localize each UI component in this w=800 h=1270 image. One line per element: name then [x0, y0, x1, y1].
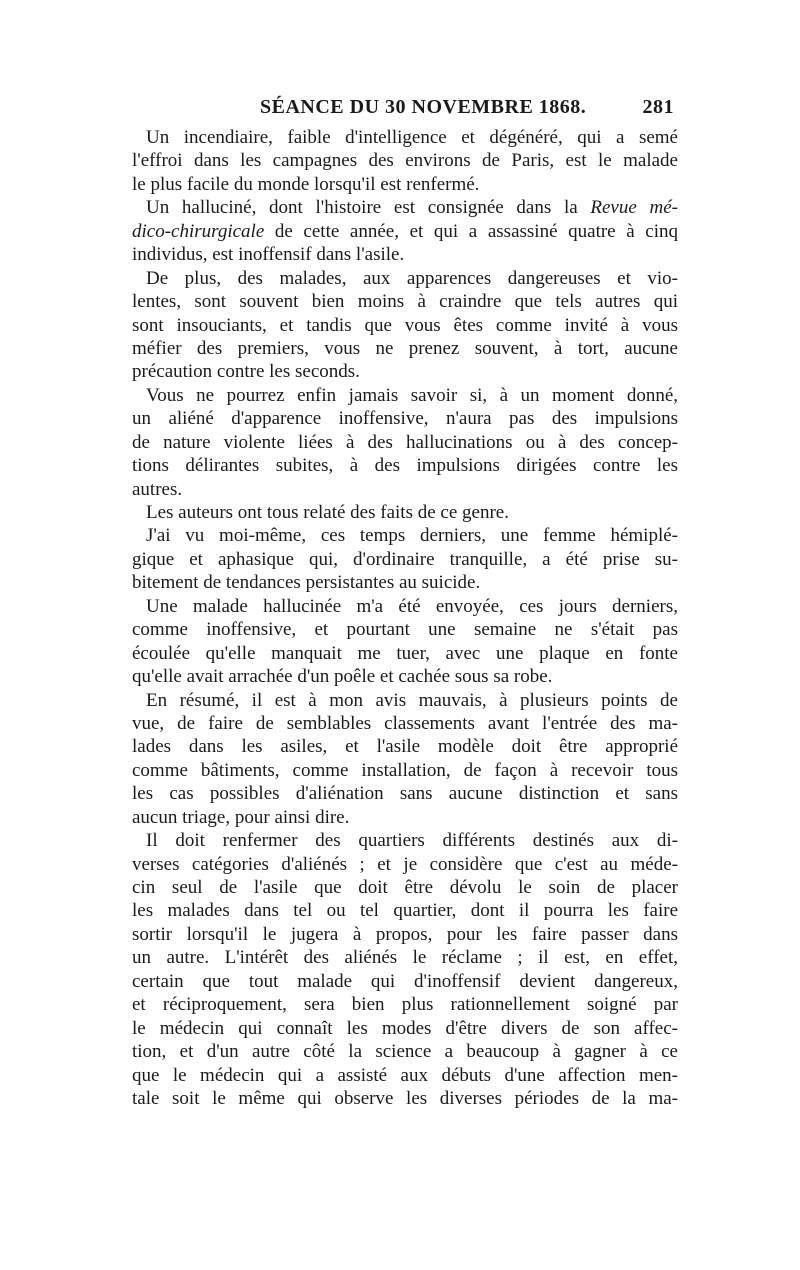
text-line: un aliéné d'apparence inoffensive, n'aura pas des impulsions [132, 408, 678, 430]
text-line: Les auteurs ont tous relaté des faits de ce genre. [146, 502, 509, 523]
text-line: l'effroi dans les campagnes des environs de Paris, est le malade [132, 150, 678, 172]
text-line: autres. [132, 478, 183, 500]
text-line: tion, et d'un autre côté la science a beaucoup à gagner à ce [132, 1041, 678, 1063]
text-line: le plus facile du monde lorsqu'il est renfermé. [132, 173, 480, 195]
text-line: J'ai vu moi-même, ces temps derniers, une femme hémiplé- [146, 525, 678, 547]
text-line: les malades dans tel ou tel quartier, dont il pourra les faire [132, 900, 678, 922]
text-line: tale soit le même qui observe les diverses périodes de la ma- [132, 1087, 678, 1109]
text-line: certain que tout malade qui d'inoffensif devient dangereux, [132, 970, 678, 992]
text-line: dico-chirurgicale de cette année, et qui a assassiné quatre à cinq [132, 220, 678, 242]
text-line: verses catégories d'aliénés ; et je considère que c'est au méde- [132, 853, 678, 875]
text-line: de nature violente liées à des hallucinations ou à des concep- [132, 431, 678, 453]
text-line: lades dans les asiles, et l'asile modèle doit être approprié [132, 736, 678, 758]
text-line: lentes, sont souvent bien moins à craindre que tels autres qui [132, 291, 678, 313]
text-line: et réciproquement, sera bien plus rationnellement soigné par [132, 994, 678, 1016]
text-line: un autre. L'intérêt des aliénés le réclame ; il est, en effet, [132, 947, 678, 969]
text-line: En résumé, il est à mon avis mauvais, à plusieurs points de [146, 689, 678, 711]
text-line: Un halluciné, dont l'histoire est consignée dans la Revue mé- [146, 197, 678, 219]
text-line: comme inoffensive, et pourtant une semaine ne s'était pas [132, 619, 678, 641]
book-page [122, 92, 678, 1110]
text-line: Vous ne pourrez enfin jamais savoir si, à un moment donné, [146, 384, 678, 406]
text-line: vue, de faire de semblables classements avant l'entrée des ma- [132, 712, 678, 734]
text-line: Il doit renfermer des quartiers différents destinés aux di- [146, 830, 678, 852]
text-line: précaution contre les seconds. [132, 361, 360, 383]
text-line: méfier des premiers, vous ne prenez souvent, à tort, aucune [132, 337, 678, 359]
page-number: 281 [642, 96, 674, 118]
text-line: De plus, des malades, aux apparences dangereuses et vio- [146, 267, 678, 289]
text-line: qu'elle avait arrachée d'un poêle et cachée sous sa robe. [132, 666, 553, 688]
text-line: que le médecin qui a assisté aux débuts d'une affection men- [132, 1064, 678, 1086]
text-line: individus, est inoffensif dans l'asile. [132, 244, 405, 266]
text-line: sont insouciants, et tandis que vous êtes comme invité à vous [132, 314, 678, 336]
text-line: tions délirantes subites, à des impulsions dirigées contre les [132, 455, 678, 477]
page-header [122, 92, 678, 122]
running-title: SÉANCE DU 30 NOVEMBRE 1868. [260, 96, 587, 118]
text-line: gique et aphasique qui, d'ordinaire tranquille, a été prise su- [132, 548, 678, 570]
text-line: bitement de tendances persistantes au suicide. [132, 572, 481, 594]
text-line: aucun triage, pour ainsi dire. [132, 806, 350, 828]
text-line: Un incendiaire, faible d'intelligence et dégénéré, qui a semé [146, 127, 678, 148]
text-line: Une malade hallucinée m'a été envoyée, ces jours derniers, [146, 595, 678, 617]
text-line: sortir lorsqu'il le jugera à propos, pour les faire passer dans [132, 923, 678, 945]
text-line: comme bâtiments, comme installation, de façon à recevoir tous [132, 759, 678, 781]
page-body [122, 126, 678, 1110]
text-line: le médecin qui connaît les modes d'être divers de son affec- [132, 1017, 678, 1039]
text-line: écoulée qu'elle manquait me tuer, avec une plaque en fonte [132, 642, 678, 664]
text-line: les cas possibles d'aliénation sans aucune distinction et sans [132, 783, 678, 805]
text-line: cin seul de l'asile que doit être dévolu le soin de placer [132, 877, 678, 898]
